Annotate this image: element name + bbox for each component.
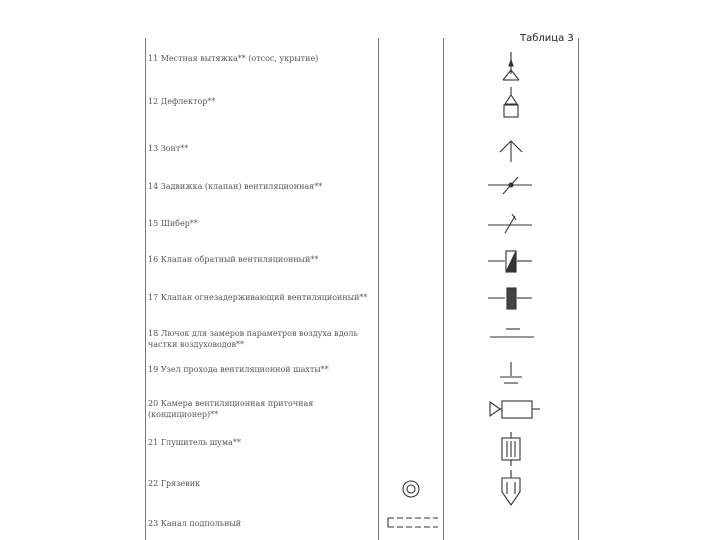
supply-chamber-symbol-icon bbox=[490, 401, 540, 418]
mud-trap-symbol-icon bbox=[502, 470, 520, 505]
deflector-symbol-icon bbox=[504, 87, 518, 117]
mud-trap-circle-icon bbox=[403, 481, 419, 497]
row-label-19: 19 Узел прохода вентиляционной шахты** bbox=[148, 365, 329, 374]
row-label-15: 15 Шибер** bbox=[148, 219, 198, 228]
gate-damper-symbol-icon bbox=[488, 214, 532, 233]
row-label-23: 23 Канал подпольный bbox=[148, 519, 242, 528]
row-label-21: 21 Глушитель шума** bbox=[148, 438, 241, 447]
row-label-13: 13 Зонт** bbox=[148, 144, 189, 153]
damper-valve-symbol-icon bbox=[488, 177, 532, 194]
row-label-14: 14 Задвижка (клапан) вентиляционная** bbox=[148, 182, 323, 191]
underfloor-channel-symbol-icon bbox=[388, 518, 438, 527]
measurement-hatch-symbol-icon bbox=[490, 329, 534, 337]
row-label-11: 11 Местная вытяжка** (отсос, укрытие) bbox=[148, 54, 319, 63]
row-label-22: 22 Грязевик bbox=[148, 479, 201, 488]
shaft-passage-symbol-icon bbox=[500, 362, 522, 383]
check-valve-symbol-icon bbox=[488, 251, 532, 272]
local-exhaust-symbol-icon bbox=[503, 52, 519, 80]
row-label-20: 20 Камера вентиляционная приточная (кондиционер)** bbox=[148, 399, 314, 419]
row-label-12: 12 Дефлектор** bbox=[148, 97, 216, 106]
silencer-symbol-icon bbox=[502, 432, 520, 466]
row-label-18: 18 Лючок для замеров параметров воздуха вдоль частки воздуховодов** bbox=[148, 329, 358, 349]
fire-valve-symbol-icon bbox=[488, 288, 532, 309]
row-label-17: 17 Клапан огнезадерживающий вентиляционный** bbox=[148, 293, 368, 302]
table-caption: Таблица 3 bbox=[520, 33, 574, 44]
row-label-16: 16 Клапан обратный вентиляционный** bbox=[148, 255, 319, 264]
hood-symbol-icon bbox=[500, 141, 522, 162]
